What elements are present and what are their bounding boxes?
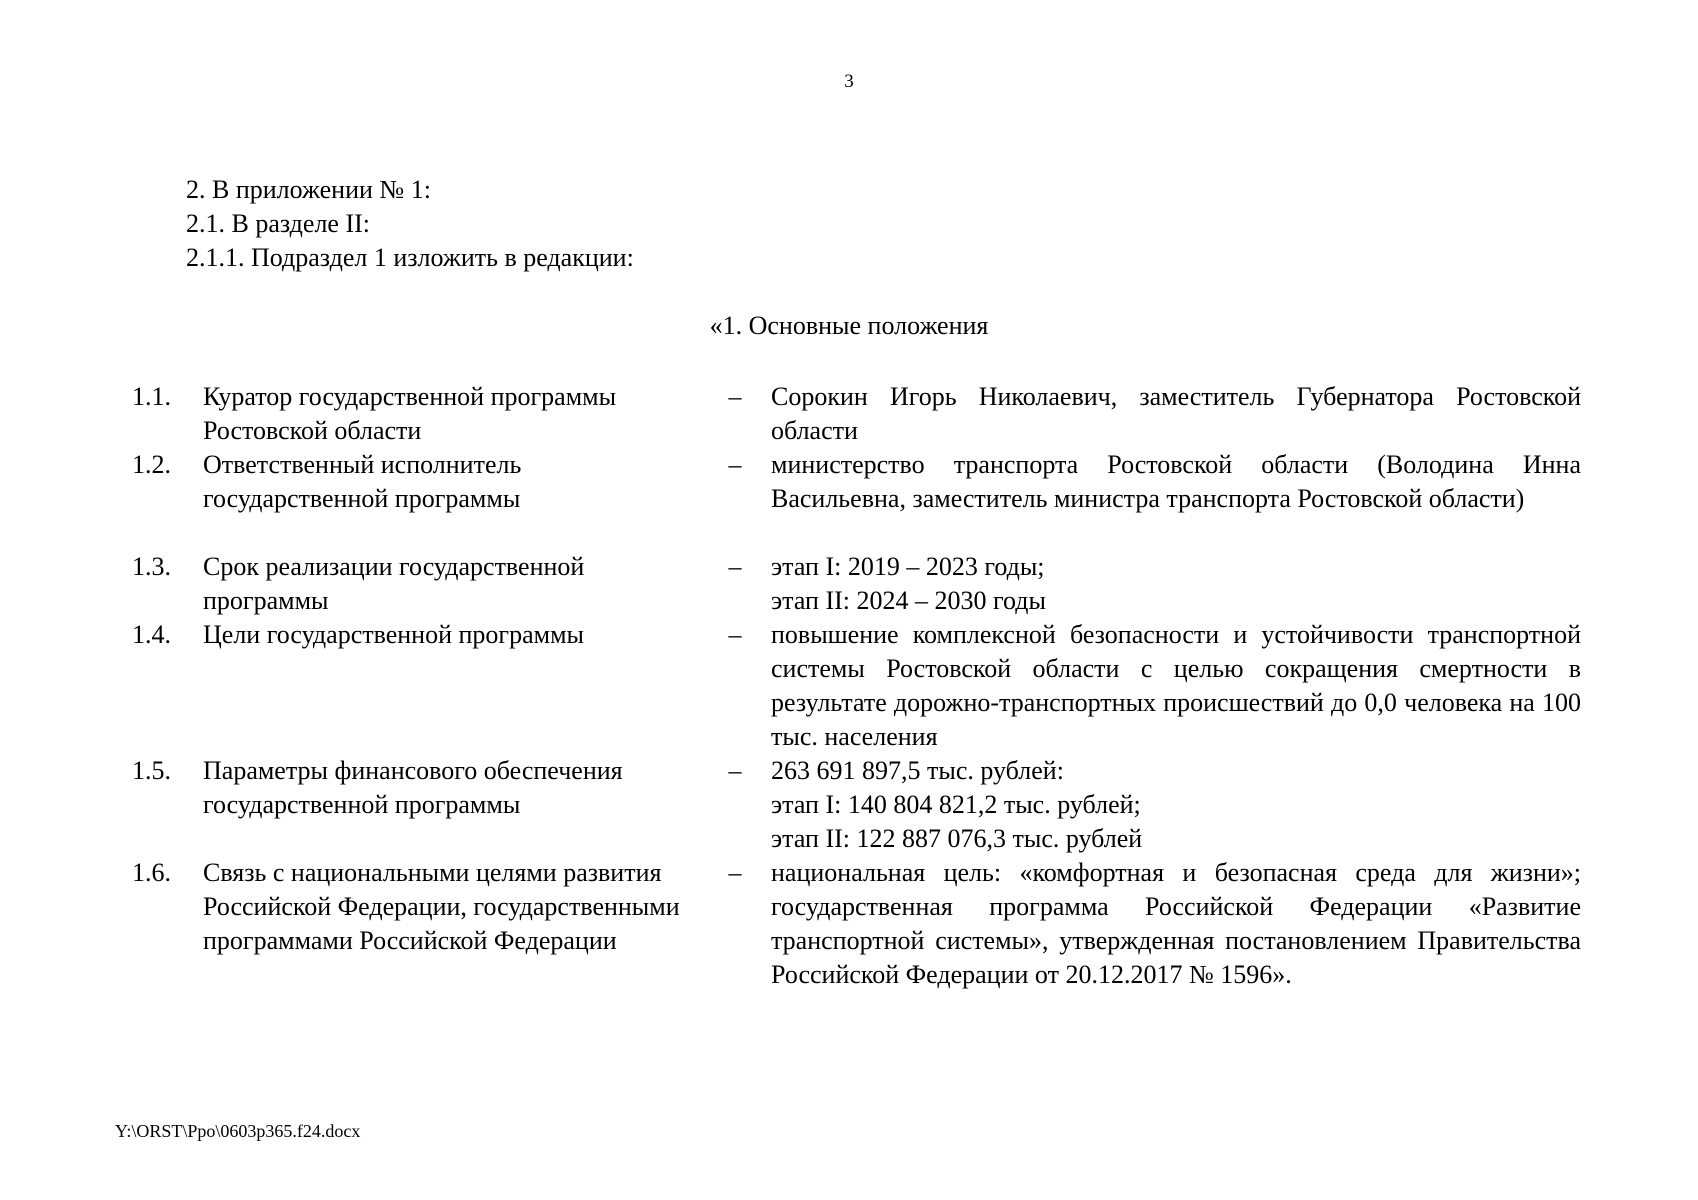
row-value-line: этап I: 2019 – 2023 годы; xyxy=(771,552,1045,581)
intro-line-section: 2.1. В разделе II: xyxy=(186,209,371,238)
row-value-line: этап II: 2024 – 2030 годы xyxy=(771,586,1046,615)
row-label: Цели государственной программы xyxy=(203,620,584,649)
row-value-line: повышение комплексной безопасности и устойчивости транспортной системы Ростовской области с целью сокращения смертности в результате дорожно-транспортных происшествий до 0,0 человека на 100 тыс. населения xyxy=(771,620,1581,751)
row-dash: – xyxy=(728,620,742,649)
row-number: 1.1. xyxy=(132,382,171,411)
provisions-table xyxy=(0,380,1698,992)
row-value-line: 263 691 897,5 тыс. рублей: xyxy=(771,756,1064,785)
page-number: 3 xyxy=(844,71,854,92)
section-title: «1. Основные положения xyxy=(709,311,989,340)
row-dash: – xyxy=(728,552,742,581)
row-number: 1.6. xyxy=(132,858,171,887)
row-value-line: национальная цель: «комфортная и безопасная среда для жизни»; государственная программа Российской Федерации «Развитие транспортной системы», утвержденная постановлением Правительства Российской Федерации от 20.12.2017 № 1596». xyxy=(771,858,1581,989)
row-dash: – xyxy=(728,858,742,887)
row-number: 1.4. xyxy=(132,620,171,649)
row-value-line: этап II: 122 887 076,3 тыс. рублей xyxy=(771,824,1143,853)
row-dash: – xyxy=(728,382,742,411)
provision-row xyxy=(0,380,1698,448)
row-label: Ответственный исполнитель государственной программы xyxy=(203,450,522,513)
row-number: 1.2. xyxy=(132,450,171,479)
row-dash: – xyxy=(728,756,742,785)
intro-line-appendix: 2. В приложении № 1: xyxy=(186,175,431,204)
row-value xyxy=(771,856,1581,992)
row-number: 1.3. xyxy=(132,552,171,581)
row-dash: – xyxy=(728,450,742,479)
row-label: Связь с национальными целями развития Российской Федерации, государственными программами Российской Федерации xyxy=(203,858,680,955)
provision-row xyxy=(0,618,1698,754)
row-value xyxy=(771,754,1581,856)
provision-row xyxy=(0,448,1698,550)
row-label: Куратор государственной программы Ростовской области xyxy=(203,382,617,445)
provision-row xyxy=(0,754,1698,856)
row-value-line: этап I: 140 804 821,2 тыс. рублей; xyxy=(771,790,1141,819)
row-value xyxy=(771,550,1581,618)
provision-row xyxy=(0,550,1698,618)
provision-row xyxy=(0,856,1698,992)
row-value xyxy=(771,448,1581,516)
row-label: Параметры финансового обеспечения государственной программы xyxy=(203,756,623,819)
row-label: Срок реализации государственной программы xyxy=(203,552,585,615)
row-value-line: Сорокин Игорь Николаевич, заместитель Губернатора Ростовской области xyxy=(771,382,1581,445)
intro-line-subsection: 2.1.1. Подраздел 1 изложить в редакции: xyxy=(186,243,634,272)
row-value xyxy=(771,618,1581,754)
row-value xyxy=(771,380,1581,448)
row-value-line: министерство транспорта Ростовской области (Володина Инна Васильевна, заместитель министра транспорта Ростовской области) xyxy=(771,450,1581,513)
intro-block xyxy=(186,173,634,275)
file-path-footer: Y:\ORST\Ppo\0603p365.f24.docx xyxy=(115,1121,361,1141)
row-number: 1.5. xyxy=(132,756,171,785)
